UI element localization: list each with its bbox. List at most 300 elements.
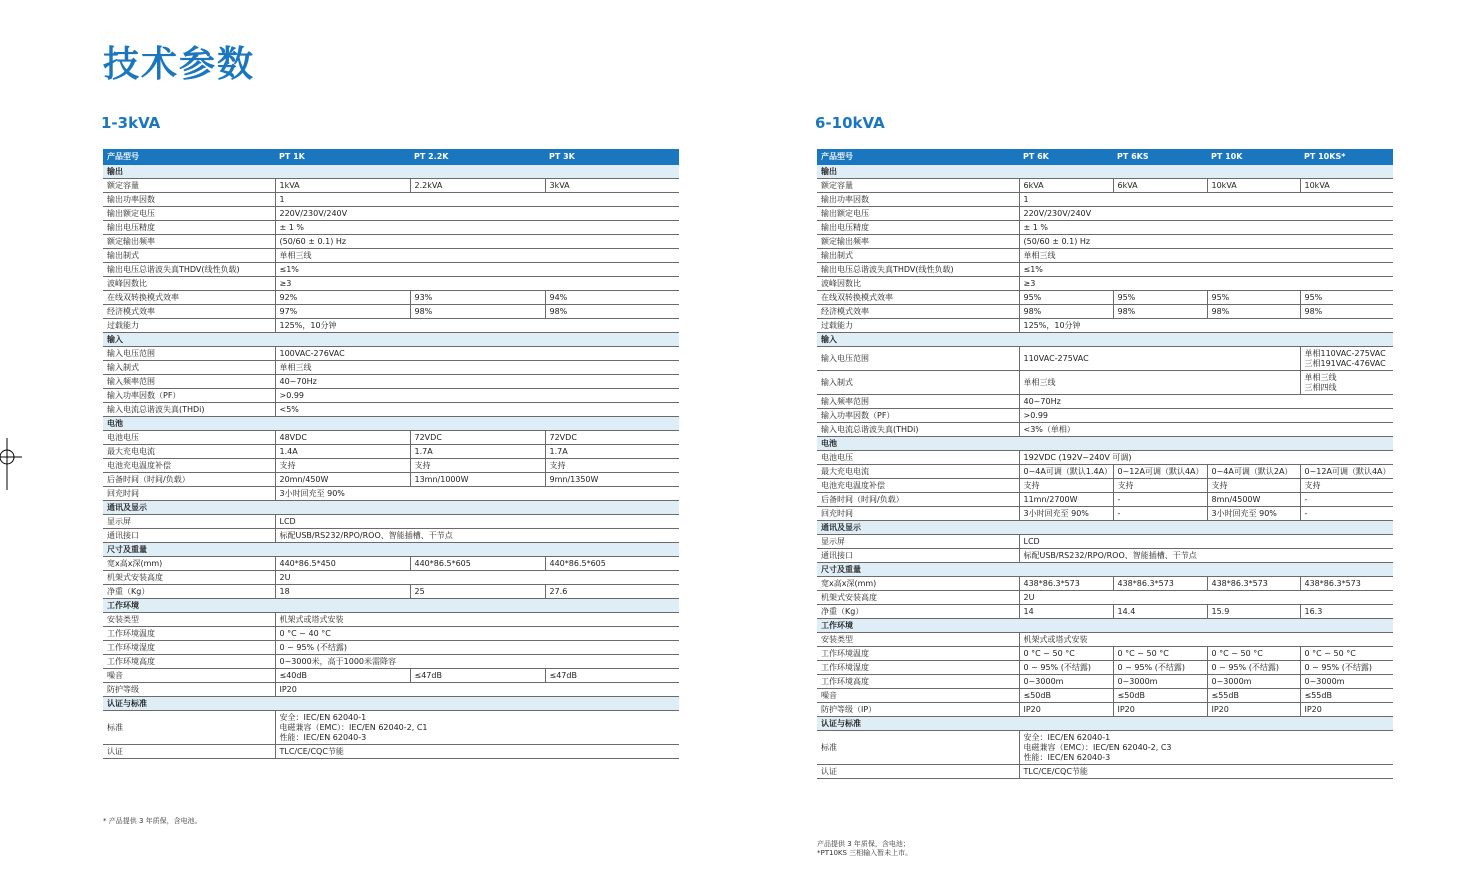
row-label: 电池充电温度补偿 [103,459,275,473]
header-model-cell: PT 10KS* [1300,149,1393,165]
value-cell: 标配USB/RS232/RPO/ROO、智能插槽、干节点 [275,529,679,543]
value-cell: (50/60 ± 0.1) Hz [275,235,679,249]
row-label: 经济模式效率 [103,305,275,319]
value-cell: ≤55dB [1207,689,1300,703]
value-cell: 72VDC [545,431,679,445]
row-label: 额定容量 [103,179,275,193]
value-cell: 单相三线 [1019,371,1300,395]
row-label: 电池电压 [103,431,275,445]
value-cell: 6kVA [1113,179,1207,193]
table-row [103,557,679,571]
table-row [103,305,679,319]
category-label: 工作环境 [817,619,1393,633]
table-row [817,319,1393,333]
value-cell: 220V/230V/240V [275,207,679,221]
row-label: 输出制式 [817,249,1019,263]
row-label: 安装类型 [103,613,275,627]
row-label: 标准 [817,731,1019,765]
table-row [103,613,679,627]
value-cell: 0 ~ 95% (不结露) [1019,661,1113,675]
row-label: 电池电压 [817,451,1019,465]
value-cell: 20mn/450W [275,473,410,487]
value-cell: 40~70Hz [1019,395,1393,409]
table-row [103,745,679,759]
row-label: 显示屏 [817,535,1019,549]
table-row [817,675,1393,689]
spec-table-1-3kva [103,149,679,759]
table-row [103,249,679,263]
table-row [817,263,1393,277]
row-label: 额定容量 [817,179,1019,193]
row-label: 输入电压范围 [103,347,275,361]
value-cell: 0~4A可调（默认1.4A） [1019,465,1113,479]
table-row [817,179,1393,193]
value-cell: 0~4A可调（默认2A） [1207,465,1300,479]
table-row [103,193,679,207]
value-cell: <5% [275,403,679,417]
footnote-1-3kva: * 产品提供 3 年质保，含电池。 [103,817,202,825]
table-row [103,179,679,193]
value-cell: (50/60 ± 0.1) Hz [1019,235,1393,249]
value-cell: ≤47dB [545,669,679,683]
category-label: 尺寸及重量 [103,543,679,557]
value-cell: 25 [410,585,545,599]
row-label: 输出制式 [103,249,275,263]
row-label: 在线双转换模式效率 [103,291,275,305]
table-row [103,655,679,669]
row-label: 经济模式效率 [817,305,1019,319]
row-label: 输入频率范围 [103,375,275,389]
table-header-row [817,149,1393,165]
table-row [103,375,679,389]
header-model-cell: PT 6K [1019,149,1113,165]
value-cell: 192VDC (192V~240V 可调) [1019,451,1393,465]
table-row [103,291,679,305]
category-row [103,543,679,557]
value-cell: 27.6 [545,585,679,599]
row-label: 输出电压总谐波失真THDV(线性负载) [103,263,275,277]
category-row [817,717,1393,731]
value-cell: 98% [1019,305,1113,319]
value-cell: 438*86.3*573 [1300,577,1393,591]
value-cell: 72VDC [410,431,545,445]
category-row [817,333,1393,347]
row-label: 通讯接口 [103,529,275,543]
row-label: 输入频率范围 [817,395,1019,409]
value-cell: LCD [275,515,679,529]
value-cell: 14.4 [1113,605,1207,619]
value-cell: 125%，10分钟 [275,319,679,333]
value-cell: 机架式或塔式安装 [1019,633,1393,647]
header-label-cell: 产品型号 [103,149,275,165]
value-cell: 支持 [1300,479,1393,493]
table-row [817,605,1393,619]
page-title: 技术参数 [103,44,256,85]
table-row [103,277,679,291]
table-row [103,445,679,459]
category-label: 通讯及显示 [817,521,1393,535]
value-cell: 支持 [1113,479,1207,493]
value-cell: ≤47dB [410,669,545,683]
value-cell: 0 °C ~ 50 °C [1019,647,1113,661]
row-label: 输出功率因数 [103,193,275,207]
value-cell: 1 [1019,193,1393,207]
footnote-6-10kva: 产品提供 3 年质保，含电池； *PT10KS 三相输入暂未上市。 [817,840,913,857]
table-row [103,683,679,697]
category-row [103,165,679,179]
row-label: 输入制式 [817,371,1019,395]
header-model-cell: PT 2.2K [410,149,545,165]
value-cell: 16.3 [1300,605,1393,619]
table-row [103,711,679,745]
value-cell: 单相三线 [1019,249,1393,263]
row-label: 认证 [103,745,275,759]
value-cell: 95% [1019,291,1113,305]
value-cell: 438*86.3*573 [1207,577,1300,591]
table-row [103,207,679,221]
row-label: 输出功率因数 [817,193,1019,207]
value-cell: 98% [1300,305,1393,319]
row-label: 工作环境高度 [817,675,1019,689]
value-cell: >0.99 [1019,409,1393,423]
value-cell: 1 [275,193,679,207]
registration-mark-icon [0,438,22,490]
category-label: 尺寸及重量 [817,563,1393,577]
row-label: 输出电压精度 [103,221,275,235]
category-row [817,619,1393,633]
value-cell: <3%（单相） [1019,423,1393,437]
table-row [817,277,1393,291]
table-row [817,507,1393,521]
row-label: 输出额定电压 [103,207,275,221]
value-cell: ≤50dB [1113,689,1207,703]
value-cell: 0~12A可调（默认4A） [1113,465,1207,479]
value-cell: 0 °C ~ 50 °C [1113,647,1207,661]
value-cell: 2U [275,571,679,585]
row-label: 过载能力 [103,319,275,333]
value-cell: 单相三线 [275,361,679,375]
value-cell: 95% [1207,291,1300,305]
row-label: 电池充电温度补偿 [817,479,1019,493]
value-cell: 6kVA [1019,179,1113,193]
value-cell: - [1300,507,1393,521]
category-label: 认证与标准 [103,697,679,711]
row-label: 净重（Kg） [817,605,1019,619]
section-title-6-10kva: 6-10kVA [815,114,885,132]
value-cell: 18 [275,585,410,599]
value-cell: 440*86.5*605 [545,557,679,571]
value-cell: IP20 [1019,703,1113,717]
row-label: 工作环境高度 [103,655,275,669]
row-label: 额定输出频率 [103,235,275,249]
value-cell: 13mn/1000W [410,473,545,487]
value-cell: 0~3000m [1300,675,1393,689]
table-row [817,451,1393,465]
table-row [103,221,679,235]
value-cell: 单相三线 [275,249,679,263]
value-cell: - [1113,507,1207,521]
row-label: 显示屏 [103,515,275,529]
value-cell: 1.7A [545,445,679,459]
row-label: 工作环境湿度 [817,661,1019,675]
table-row [103,515,679,529]
row-label: 过载能力 [817,319,1019,333]
row-label: 宽x高x深(mm) [103,557,275,571]
value-cell: 0 °C ~ 40 °C [275,627,679,641]
table-row [817,423,1393,437]
value-cell: ≥3 [275,277,679,291]
table-row [817,193,1393,207]
value-cell: 14 [1019,605,1113,619]
value-cell: ± 1 % [1019,221,1393,235]
value-cell: LCD [1019,535,1393,549]
category-label: 输出 [103,165,679,179]
row-label: 输出电压总谐波失真THDV(线性负载) [817,263,1019,277]
header-model-cell: PT 3K [545,149,679,165]
category-label: 输入 [817,333,1393,347]
table-row [817,647,1393,661]
table-row [103,641,679,655]
table-row [103,263,679,277]
value-cell: 440*86.5*450 [275,557,410,571]
table-row [817,479,1393,493]
table-row [103,389,679,403]
category-label: 工作环境 [103,599,679,613]
value-cell: 94% [545,291,679,305]
row-label: 在线双转换模式效率 [817,291,1019,305]
value-cell: 92% [275,291,410,305]
value-cell: 支持 [410,459,545,473]
category-row [817,521,1393,535]
table-row [817,395,1393,409]
row-label: 输入电流总谐波失真(THDi) [817,423,1019,437]
value-cell: 98% [1113,305,1207,319]
table-row [817,235,1393,249]
category-label: 通讯及显示 [103,501,679,515]
table-row [103,235,679,249]
category-row [103,333,679,347]
value-cell: ≤55dB [1300,689,1393,703]
value-cell: 0 ~ 95% (不结露) [1113,661,1207,675]
value-cell: 1.7A [410,445,545,459]
value-cell: 支持 [1019,479,1113,493]
value-cell: 3小时回充至 90% [275,487,679,501]
table-row [103,487,679,501]
row-label: 机架式安装高度 [103,571,275,585]
row-label: 防护等级（IP） [817,703,1019,717]
value-cell: TLC/CE/CQC节能 [275,745,679,759]
value-cell: 110VAC-275VAC [1019,347,1300,371]
table-row [817,207,1393,221]
row-label: 波峰因数比 [103,277,275,291]
table-row [817,765,1393,779]
value-cell: 支持 [1207,479,1300,493]
row-label: 输入功率因数（PF） [103,389,275,403]
value-cell: 1.4A [275,445,410,459]
category-row [103,501,679,515]
value-cell: 440*86.5*605 [410,557,545,571]
value-cell: 机架式或塔式安装 [275,613,679,627]
category-row [817,437,1393,451]
value-cell: 标配USB/RS232/RPO/ROO、智能插槽、干节点 [1019,549,1393,563]
value-cell: 2U [1019,591,1393,605]
value-cell: 98% [545,305,679,319]
value-cell: 98% [1207,305,1300,319]
value-cell: IP20 [1300,703,1393,717]
row-label: 安装类型 [817,633,1019,647]
table-row [103,361,679,375]
row-label: 噪音 [817,689,1019,703]
value-cell: IP20 [275,683,679,697]
value-cell: 0 ~ 95% (不结露) [275,641,679,655]
value-cell: 48VDC [275,431,410,445]
table-row [817,535,1393,549]
table-row [103,627,679,641]
value-cell: 3小时回充至 90% [1019,507,1113,521]
value-cell: 0 °C ~ 50 °C [1207,647,1300,661]
value-cell: 0 ~ 95% (不结露) [1207,661,1300,675]
table-row [817,305,1393,319]
value-cell: 125%，10分钟 [1019,319,1393,333]
value-cell: 8mn/4500W [1207,493,1300,507]
row-label: 输入电流总谐波失真(THDi) [103,403,275,417]
value-cell: IP20 [1113,703,1207,717]
value-cell: - [1300,493,1393,507]
value-cell: ≤1% [275,263,679,277]
header-model-cell: PT 10K [1207,149,1300,165]
value-cell: 支持 [545,459,679,473]
category-label: 电池 [103,417,679,431]
table-row [817,633,1393,647]
row-label: 标准 [103,711,275,745]
value-cell: 100VAC-276VAC [275,347,679,361]
category-row [103,697,679,711]
value-cell: 438*86.3*573 [1113,577,1207,591]
value-cell: 1kVA [275,179,410,193]
value-cell: 单相110VAC-275VAC 三相191VAC-476VAC [1300,347,1393,371]
row-label: 输入制式 [103,361,275,375]
table-row [817,465,1393,479]
category-label: 认证与标准 [817,717,1393,731]
table-row [103,585,679,599]
table-row [817,221,1393,235]
category-label: 输出 [817,165,1393,179]
row-label: 最大充电电流 [103,445,275,459]
table-row [817,577,1393,591]
value-cell: 0~3000m [1207,675,1300,689]
row-label: 机架式安装高度 [817,591,1019,605]
row-label: 防护等级 [103,683,275,697]
spec-table-6-10kva [817,149,1393,779]
table-row [103,669,679,683]
value-cell: >0.99 [275,389,679,403]
value-cell: 0~3000m [1019,675,1113,689]
table-row [103,319,679,333]
row-label: 波峰因数比 [817,277,1019,291]
row-label: 工作环境温度 [817,647,1019,661]
value-cell: 220V/230V/240V [1019,207,1393,221]
table-row [103,529,679,543]
value-cell: IP20 [1207,703,1300,717]
table-row [817,661,1393,675]
value-cell: 安全：IEC/EN 62040-1 电磁兼容（EMC）：IEC/EN 62040-2, C3 性能：IEC/EN 62040-3 [1019,731,1393,765]
value-cell: 95% [1300,291,1393,305]
row-label: 输出额定电压 [817,207,1019,221]
value-cell: 0~3000米，高于1000米需降容 [275,655,679,669]
row-label: 输入电压范围 [817,347,1019,371]
value-cell: 安全：IEC/EN 62040-1 电磁兼容（EMC）：IEC/EN 62040-2, C1 性能：IEC/EN 62040-3 [275,711,679,745]
table-row [817,689,1393,703]
header-model-cell: PT 6KS [1113,149,1207,165]
table-row [817,409,1393,423]
value-cell: 97% [275,305,410,319]
table-row [817,731,1393,765]
row-label: 后备时间（时间/负载） [103,473,275,487]
value-cell: - [1113,493,1207,507]
value-cell: 93% [410,291,545,305]
value-cell: ≥3 [1019,277,1393,291]
table-row [103,403,679,417]
category-row [103,599,679,613]
value-cell: 95% [1113,291,1207,305]
table-row [103,473,679,487]
value-cell: ± 1 % [275,221,679,235]
value-cell: 10kVA [1207,179,1300,193]
table-row [817,591,1393,605]
value-cell: ≤1% [1019,263,1393,277]
value-cell: 3kVA [545,179,679,193]
category-label: 输入 [103,333,679,347]
value-cell: 支持 [275,459,410,473]
value-cell: ≤50dB [1019,689,1113,703]
category-row [103,417,679,431]
value-cell: 9mn/1350W [545,473,679,487]
table-row [817,549,1393,563]
value-cell: 0 ~ 95% (不结露) [1300,661,1393,675]
value-cell: 15.9 [1207,605,1300,619]
table-row [103,571,679,585]
row-label: 工作环境温度 [103,627,275,641]
table-row [817,703,1393,717]
row-label: 输出电压精度 [817,221,1019,235]
category-row [817,165,1393,179]
value-cell: 3小时回充至 90% [1207,507,1300,521]
header-model-cell: PT 1K [275,149,410,165]
category-label: 电池 [817,437,1393,451]
value-cell: 0~3000m [1113,675,1207,689]
value-cell: TLC/CE/CQC节能 [1019,765,1393,779]
table-row [817,371,1393,395]
value-cell: 0 °C ~ 50 °C [1300,647,1393,661]
table-row [817,493,1393,507]
row-label: 噪音 [103,669,275,683]
row-label: 通讯接口 [817,549,1019,563]
value-cell: 2.2kVA [410,179,545,193]
row-label: 后备时间（时间/负载） [817,493,1019,507]
table-header-row [103,149,679,165]
value-cell: 98% [410,305,545,319]
table-row [817,347,1393,371]
row-label: 额定输出频率 [817,235,1019,249]
section-title-1-3kva: 1-3kVA [101,114,161,132]
value-cell: 438*86.3*573 [1019,577,1113,591]
value-cell: 11mn/2700W [1019,493,1113,507]
row-label: 回充时间 [103,487,275,501]
table-row [817,291,1393,305]
value-cell: 0~12A可调（默认4A） [1300,465,1393,479]
row-label: 认证 [817,765,1019,779]
row-label: 回充时间 [817,507,1019,521]
